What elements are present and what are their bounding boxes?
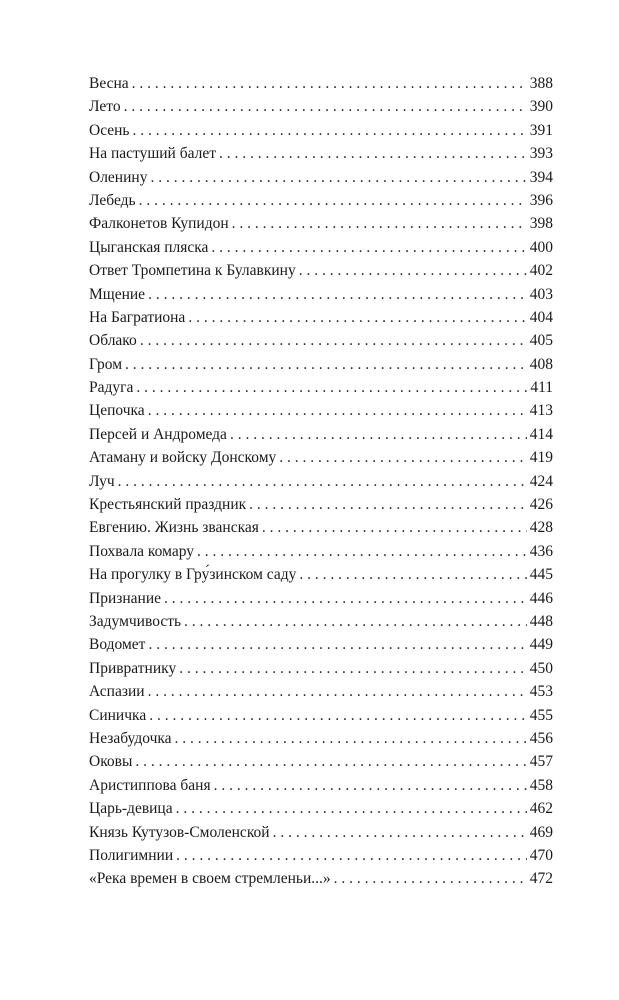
toc-entry-page: 398: [529, 215, 553, 233]
toc-entry-page: 462: [529, 800, 553, 818]
toc-entry-title: Похвала комару: [89, 542, 195, 560]
toc-leader-dots: [148, 283, 527, 306]
toc-entry-page: 448: [529, 612, 553, 630]
toc-leader-dots: [249, 493, 527, 516]
toc-entry-page: 419: [529, 449, 553, 467]
toc-leader-dots: [179, 657, 527, 680]
toc-entry: [89, 774, 553, 797]
toc-entry-page: 469: [529, 823, 553, 841]
toc-leader-dots: [299, 259, 527, 282]
toc-entry-title: Радуга: [89, 379, 134, 397]
toc-leader-dots: [176, 797, 527, 820]
toc-entry-title: Задумчивость: [89, 612, 182, 630]
toc-entry: [89, 680, 553, 703]
toc-entry-page: 453: [529, 683, 553, 701]
toc-entry-page: 396: [529, 191, 553, 209]
toc-entry: [89, 867, 553, 890]
toc-entry: [89, 236, 553, 259]
toc-entry-title: Незабудочка: [89, 729, 172, 747]
toc-entry: [89, 95, 553, 118]
toc-entry-title: Лебедь: [89, 191, 136, 209]
toc-entry-title: Весна: [89, 75, 129, 92]
toc-leader-dots: [150, 166, 526, 189]
toc-entry-title: Аристиппова баня: [89, 776, 211, 794]
toc-entry-page: 450: [529, 659, 553, 677]
toc-entry-title: Мщение: [89, 285, 146, 303]
toc-leader-dots: [135, 750, 526, 773]
toc-leader-dots: [211, 236, 526, 259]
toc-leader-dots: [118, 470, 527, 493]
toc-entry-title: Луч: [89, 472, 115, 490]
toc-entry-title: Привратнику: [89, 659, 177, 677]
toc-entry-title: Цыганская пляска: [89, 238, 209, 256]
toc-entry: [89, 72, 553, 95]
toc-entry-title: Осень: [89, 121, 130, 139]
toc-entry: [89, 399, 553, 422]
toc-entry: [89, 821, 553, 844]
toc-entry: [89, 610, 553, 633]
toc-leader-dots: [140, 329, 527, 352]
toc-entry-title: На прогулку в Гру́зинском саду: [89, 566, 297, 584]
toc-entry-title: Полигимнии: [89, 846, 174, 864]
toc-entry: [89, 189, 553, 212]
toc-entry: [89, 259, 553, 282]
toc-entry: [89, 376, 553, 399]
toc-entry-title: Евгению. Жизнь званская: [89, 519, 259, 537]
toc-leader-dots: [214, 774, 527, 797]
toc-leader-dots: [136, 376, 527, 399]
toc-entry-page: 445: [529, 566, 553, 584]
toc-entry: [89, 563, 553, 586]
toc-entry: [89, 353, 553, 376]
toc-entry-page: 400: [529, 238, 553, 256]
toc-leader-dots: [132, 72, 527, 95]
toc-entry-page: 449: [529, 636, 553, 654]
toc-entry: [89, 166, 553, 189]
toc-leader-dots: [125, 353, 527, 376]
toc-leader-dots: [176, 844, 527, 867]
toc-entry-title: Атаману и войску Донскому: [89, 449, 277, 467]
toc-leader-dots: [164, 587, 527, 610]
toc-entry-page: 408: [529, 355, 553, 373]
toc-entry-page: 393: [529, 145, 553, 163]
toc-leader-dots: [133, 119, 527, 142]
toc-entry-page: 402: [529, 262, 553, 280]
toc-entry: [89, 142, 553, 165]
toc-entry-page: 456: [529, 729, 553, 747]
toc-leader-dots: [279, 446, 526, 469]
toc-entry-title: Крестьянский праздник: [89, 496, 247, 514]
toc-entry-title: «Река времен в своем стремленьи...»: [89, 870, 331, 888]
toc-entry: [89, 844, 553, 867]
toc-leader-dots: [148, 680, 527, 703]
toc-entry-page: 413: [529, 402, 553, 420]
toc-entry-page: 424: [529, 472, 553, 490]
toc-entry-page: 458: [529, 776, 553, 794]
toc-entry: [89, 306, 553, 329]
toc-entry: [89, 446, 553, 469]
toc-entry-page: 426: [529, 496, 553, 514]
toc-entry-page: 446: [529, 589, 553, 607]
toc-entry-page: 388: [529, 75, 553, 92]
toc-entry-page: 391: [529, 121, 553, 139]
toc-leader-dots: [149, 704, 527, 727]
toc-entry-title: Признание: [89, 589, 162, 607]
toc-leader-dots: [197, 540, 527, 563]
toc-leader-dots: [139, 189, 527, 212]
toc-leader-dots: [148, 399, 527, 422]
toc-entry-page: 472: [529, 870, 553, 888]
toc-entry-title: Ответ Тромпетина к Булавкину: [89, 262, 296, 280]
toc-entry: [89, 750, 553, 773]
toc-entry-title: На пастуший балет: [89, 145, 217, 163]
toc-leader-dots: [230, 423, 527, 446]
table-of-contents: [89, 72, 553, 891]
toc-leader-dots: [175, 727, 527, 750]
toc-entry-page: 394: [529, 168, 553, 186]
toc-entry-page: 436: [529, 542, 553, 560]
toc-entry: [89, 423, 553, 446]
toc-entry-title: Цепочка: [89, 402, 145, 420]
toc-entry: [89, 329, 553, 352]
toc-entry-title: Оковы: [89, 753, 133, 771]
toc-leader-dots: [232, 212, 527, 235]
toc-entry: [89, 657, 553, 680]
toc-entry-title: Лето: [89, 98, 121, 116]
toc-entry: [89, 704, 553, 727]
toc-entry-page: 470: [529, 846, 553, 864]
toc-entry-page: 414: [529, 425, 553, 443]
toc-entry-title: Оленину: [89, 168, 148, 186]
toc-entry-title: Облако: [89, 332, 137, 350]
toc-entry-title: Гром: [89, 355, 122, 373]
toc-entry: [89, 727, 553, 750]
toc-leader-dots: [273, 821, 527, 844]
toc-leader-dots: [148, 633, 526, 656]
toc-entry: [89, 633, 553, 656]
toc-entry: [89, 212, 553, 235]
toc-entry-page: 428: [529, 519, 553, 537]
toc-entry: [89, 119, 553, 142]
toc-entry-title: Персей и Андромеда: [89, 425, 227, 443]
toc-entry: [89, 470, 553, 493]
toc-entry-page: 455: [529, 706, 553, 724]
toc-leader-dots: [188, 306, 526, 329]
toc-entry: [89, 797, 553, 820]
toc-entry: [89, 283, 553, 306]
toc-entry-page: 457: [529, 753, 553, 771]
toc-entry: [89, 493, 553, 516]
toc-entry-title: Князь Кутузов-Смоленской: [89, 823, 270, 841]
toc-entry: [89, 516, 553, 539]
toc-leader-dots: [184, 610, 527, 633]
toc-leader-dots: [124, 95, 527, 118]
toc-leader-dots: [299, 563, 526, 586]
toc-leader-dots: [262, 516, 527, 539]
toc-entry-title: На Багратиона: [89, 308, 186, 326]
toc-leader-dots: [334, 867, 527, 890]
toc-entry: [89, 587, 553, 610]
toc-leader-dots: [219, 142, 527, 165]
toc-entry-title: Фалконетов Купидон: [89, 215, 229, 233]
toc-entry-title: Синичка: [89, 706, 147, 724]
toc-entry-page: 404: [529, 308, 553, 326]
toc-entry-title: Водомет: [89, 636, 146, 654]
toc-entry-page: 405: [529, 332, 553, 350]
toc-entry: [89, 540, 553, 563]
toc-entry-page: 390: [529, 98, 553, 116]
toc-entry-title: Царь-девица: [89, 800, 173, 818]
toc-entry-title: Аспазии: [89, 683, 145, 701]
toc-entry-page: 411: [530, 379, 553, 397]
toc-entry-page: 403: [529, 285, 553, 303]
